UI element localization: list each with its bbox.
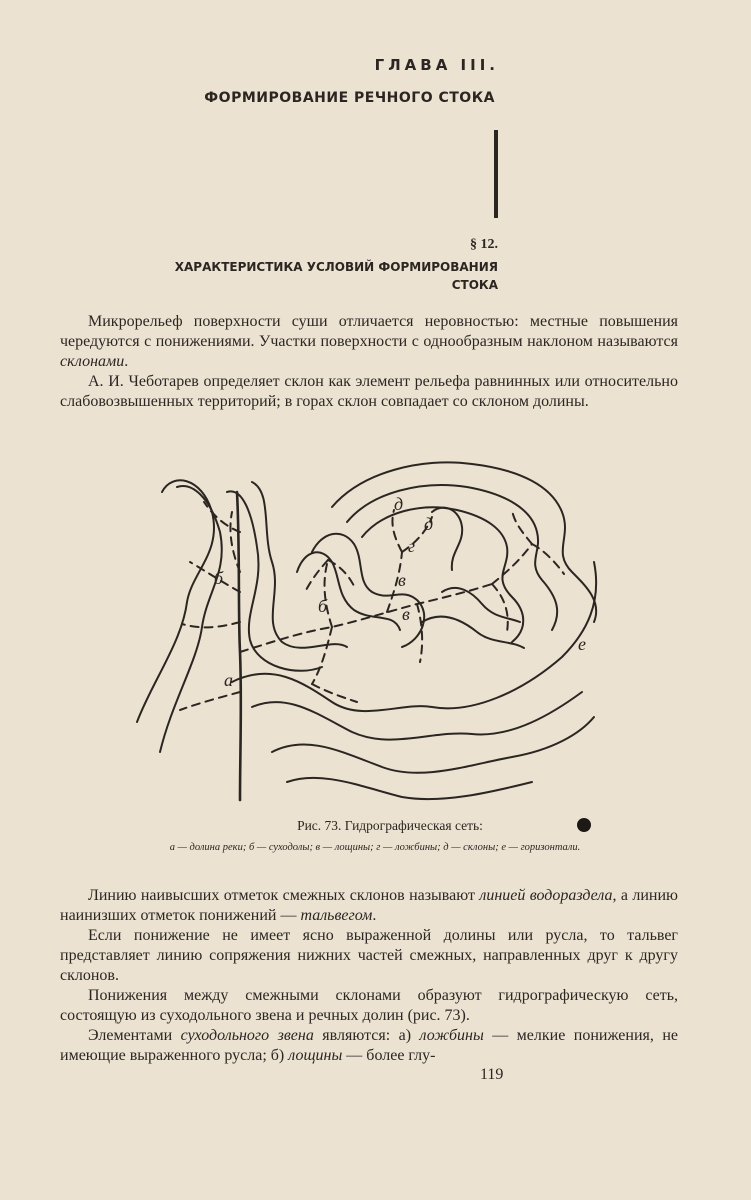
contour-line [432,508,462,570]
contour-line [137,480,214,722]
term-ravines: лощины [288,1047,343,1064]
paragraph-3 [60,886,678,926]
para3-text-1: Линию наивысших отметок смежных склонов называют [88,887,480,904]
label-d-2: д [424,514,434,534]
body-text [60,886,678,1066]
term-thalweg: тальвегом [300,907,373,924]
chapter-heading: ГЛАВА III. [374,56,499,74]
section-title-line-1: ХАРАКТЕРИСТИКА УСЛОВИЙ ФОРМИРОВАНИЯ [174,260,498,274]
contour-line [252,692,582,740]
para6-text-2: являются: а) [313,1027,420,1044]
term-watershed: линией водораздела [479,887,613,904]
section-title [98,258,498,294]
contour-line [287,778,532,799]
chapter-title: ФОРМИРОВАНИЕ РЕЧНОГО СТОКА [204,90,495,106]
label-a: а [224,670,233,690]
section-number: § 12. [470,237,498,252]
thalweg-line [325,560,332,627]
contour-line [422,617,524,648]
section-title-line-2: СТОКА [451,278,498,292]
hydrographic-network-figure [132,452,602,812]
para1-end: . [124,353,129,370]
thalweg-line [492,544,532,584]
para6-text-1: Элементами [88,1027,181,1044]
contour-line [297,552,400,630]
thalweg-line [180,692,240,710]
contour-line [347,485,557,630]
thalweg-line [492,584,508,632]
paragraph-4: Если понижение не имеет ясно выраженной долины или русла, то тальвег представляет линию сопряжения нижних частей смежных, направленных друг к другу склонов. [60,927,678,984]
contour-line [362,507,523,642]
label-d: д [394,494,404,514]
intro-text [60,312,678,412]
term-slopes: склонами [60,353,125,370]
paragraph-2: А. И. Чеботарев определяет склон как элемент рельефа равнинных или относительно слабовозвышенных территорий; в горах склон совпадает со склоном долины. [60,373,678,410]
river-valley-line [237,492,241,800]
term-dry-valley-link: суходольного звена [180,1027,314,1044]
thalweg-line [312,627,332,684]
label-v: в [398,570,406,590]
para3-text-3: . [372,907,377,924]
label-b: б [214,568,224,588]
para3-text-2: , а линию наинизших отметок понижений — [60,887,679,924]
label-v-2: в [402,604,410,624]
para6-text-3: — мелкие понижения, не имеющие выраженного русла; б) [60,1027,679,1064]
label-b-2: б [318,596,328,616]
thalweg-line [182,622,240,627]
contour-line [160,486,222,752]
paragraph-5: Понижения между смежными склонами образуют гидрографическую сеть, состоящую из суходольного звена и речных долин (рис. 73). [60,987,678,1024]
paragraph-6 [60,1026,678,1066]
label-e: е [578,634,586,654]
page-number: 119 [480,1066,504,1083]
figure-caption: Рис. 73. Гидрографическая сеть: [297,818,483,833]
contour-line [272,717,594,773]
term-hollows: ложбины [419,1027,484,1044]
figure-legend: а — долина реки; б — суходолы; в — лощины; г — ложбины; д — склоны; е — горизонтали. [169,842,581,853]
contour-line [232,562,596,711]
label-g: г [408,536,416,556]
vertical-rule [494,130,498,218]
ink-dot [577,818,591,832]
thalweg-line [392,510,402,552]
para1-text: Микрорельеф поверхности суши отличается неровностью: местные повышения чередуются с понижениями. Участки поверхности с однообразным наклоном называются [60,313,678,350]
paragraph-1 [60,312,678,372]
para6-text-4: — более глу- [342,1047,436,1064]
